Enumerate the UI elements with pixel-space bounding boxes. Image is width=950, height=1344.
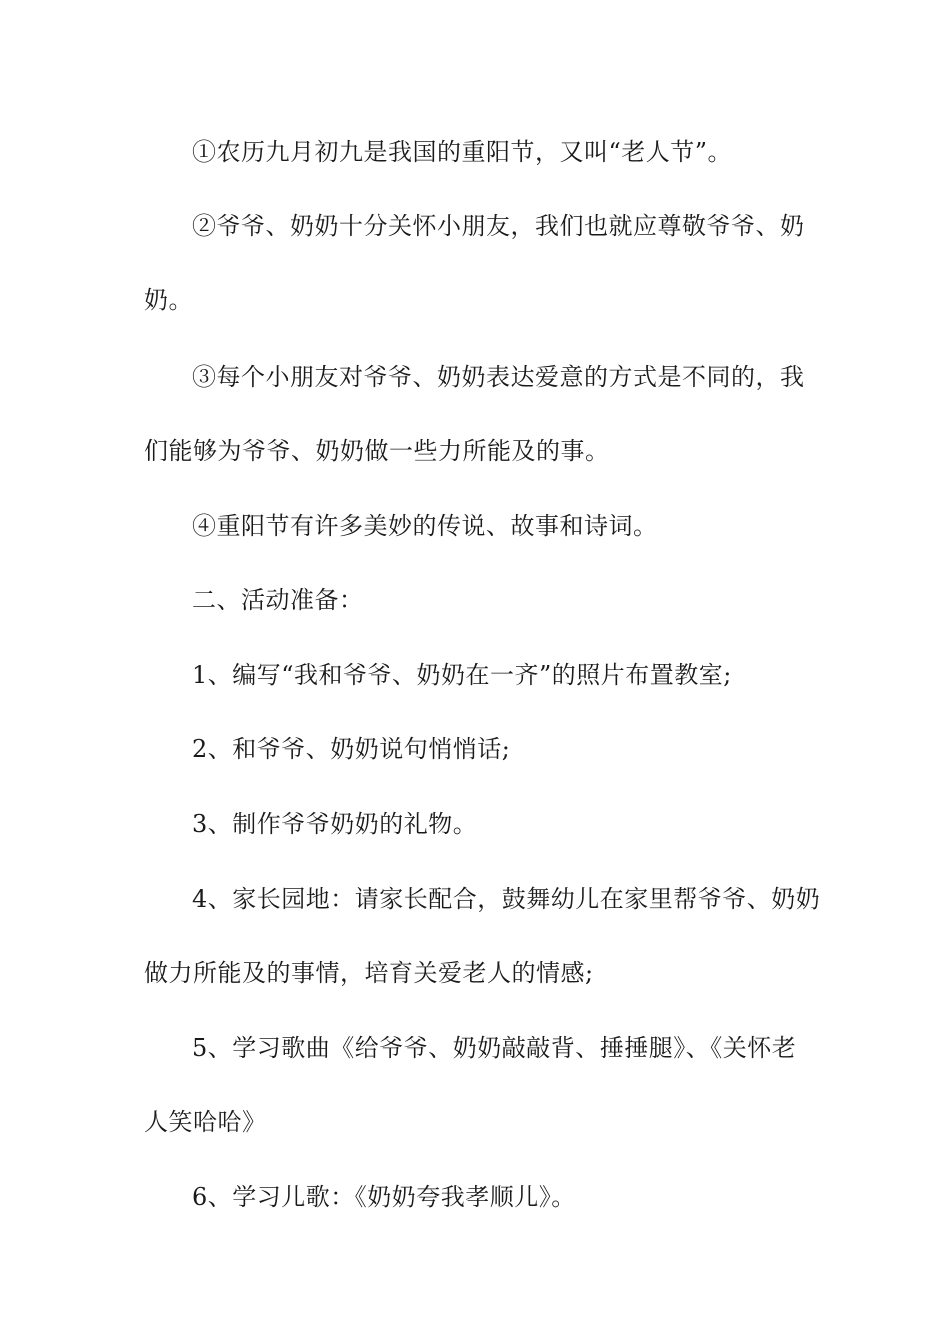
list-item-5: 5、学习歌曲《给爷爷、奶奶敲敲背、捶捶腿》、《关怀老 [192, 1034, 797, 1062]
paragraph-line-5: 们能够为爷爷、奶奶做一些力所能及的事。 [144, 437, 610, 465]
paragraph-line-2: ②爷爷、奶奶十分关怀小朋友，我们也就应尊敬爷爷、奶 [192, 212, 805, 240]
list-item-2: 2、和爷爷、奶奶说句悄悄话; [192, 735, 511, 763]
list-item-6: 6、学习儿歌：《奶奶夸我孝顺儿》。 [192, 1183, 576, 1211]
list-item-1: 1、编写“我和爷爷、奶奶在一齐”的照片布置教室; [192, 661, 732, 689]
paragraph-line-1: ①农历九月初九是我国的重阳节，又叫“老人节”。 [192, 138, 733, 166]
paragraph-line-6: ④重阳节有许多美妙的传说、故事和诗词。 [192, 512, 658, 540]
list-item-4-continued: 做力所能及的事情，培育关爱老人的情感; [144, 959, 594, 987]
list-item-4: 4、家长园地：请家长配合，鼓舞幼儿在家里帮爷爷、奶奶 [192, 885, 821, 913]
section-heading: 二、活动准备： [192, 586, 364, 614]
list-item-5-continued: 人笑哈哈》 [144, 1108, 267, 1136]
paragraph-line-3: 奶。 [144, 286, 193, 314]
paragraph-line-4: ③每个小朋友对爷爷、奶奶表达爱意的方式是不同的，我 [192, 363, 805, 391]
list-item-3: 3、制作爷爷奶奶的礼物。 [192, 810, 478, 838]
